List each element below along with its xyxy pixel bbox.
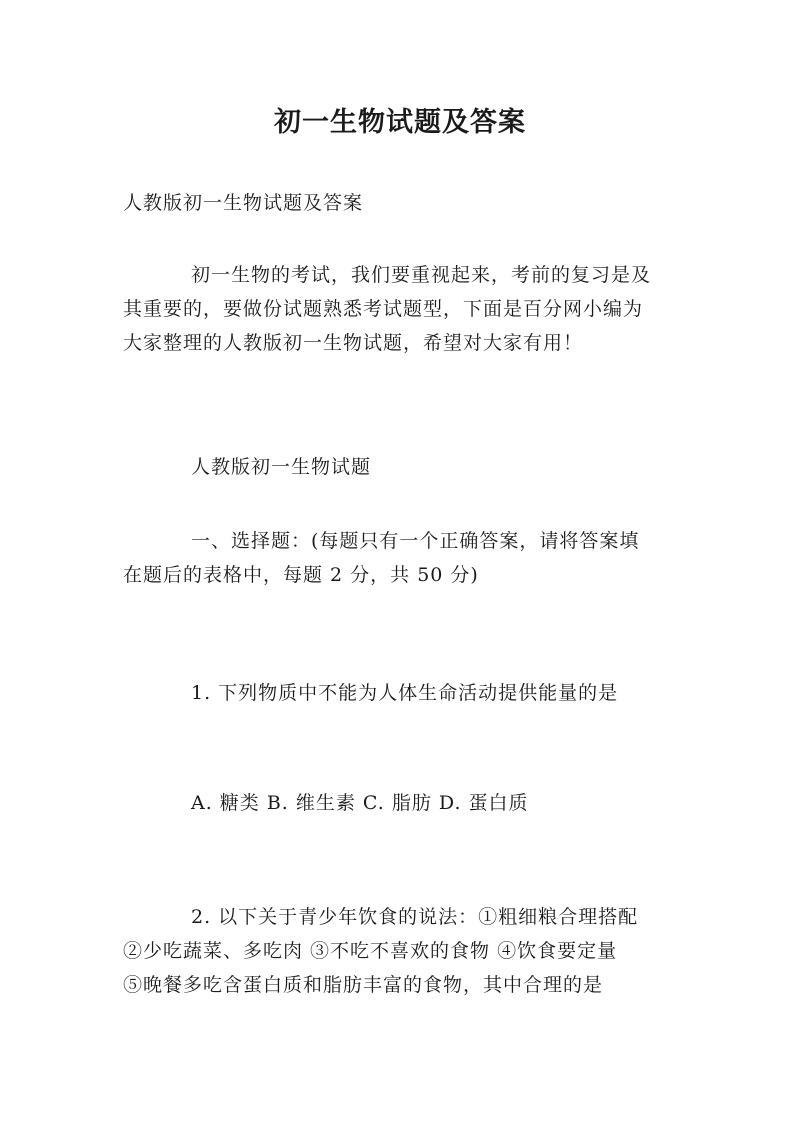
question-2-line-2: ②少吃蔬菜、多吃肉 ③不吃不喜欢的食物 ④饮食要定量 xyxy=(123,940,618,962)
document-title: 初一生物试题及答案 xyxy=(274,107,526,138)
question-1-text: 1. 下列物质中不能为人体生命活动提供能量的是 xyxy=(191,682,619,704)
question-2-line-3: ⑤晚餐多吃含蛋白质和脂肪丰富的食物，其中合理的是 xyxy=(123,974,604,996)
question-1 xyxy=(123,676,683,710)
question-2-line-1: 2. 以下关于青少年饮食的说法：①粗细粮合理搭配 xyxy=(191,906,639,928)
question-2 xyxy=(123,900,683,1002)
intro-paragraph xyxy=(123,258,683,360)
section-heading-text: 人教版初一生物试题 xyxy=(191,456,372,478)
question-1-options-text: A. 糖类 B. 维生素 C. 脂肪 D. 蛋白质 xyxy=(191,792,529,814)
intro-line-2: 其重要的，要做份试题熟悉考试题型，下面是百分网小编为 xyxy=(123,298,644,320)
part-one-line-2: 在题后的表格中，每题 2 分，共 50 分) xyxy=(123,564,479,586)
document-subtitle xyxy=(123,186,683,220)
part-one-line-1: 一、选择题：(每题只有一个正确答案，请将答案填 xyxy=(191,530,640,552)
intro-line-3: 大家整理的人教版初一生物试题，希望对大家有用！ xyxy=(123,332,584,354)
subtitle-text: 人教版初一生物试题及答案 xyxy=(123,192,364,214)
intro-line-1: 初一生物的考试，我们要重视起来，考前的复习是及 xyxy=(191,264,652,286)
question-1-options xyxy=(123,786,683,820)
part-one-instructions xyxy=(123,524,683,592)
section-heading xyxy=(123,450,683,484)
